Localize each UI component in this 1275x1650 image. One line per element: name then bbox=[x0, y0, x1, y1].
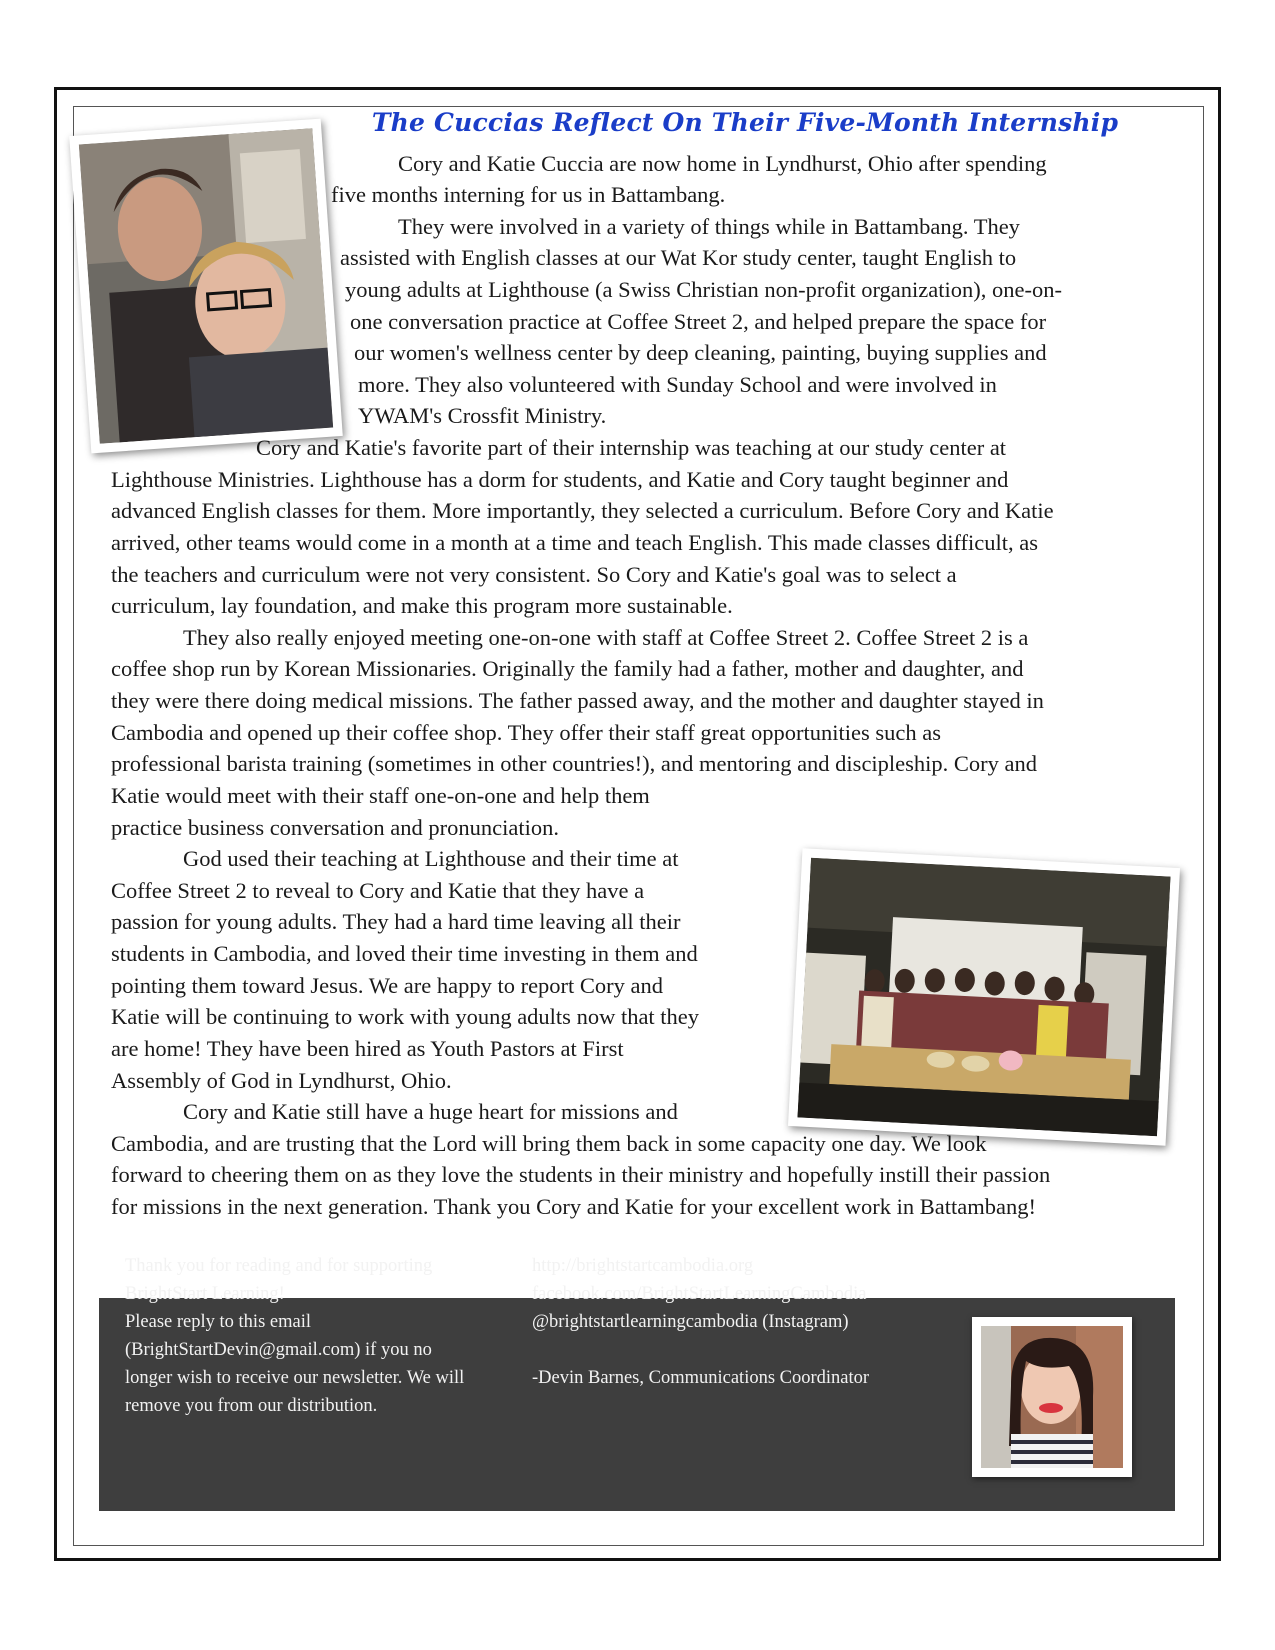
facebook-link[interactable]: facebook.com/BrightStartLearningCambodia bbox=[532, 1284, 867, 1304]
body-line: Lighthouse Ministries. Lighthouse has a dorm for students, and Katie and Cory taught beginner and bbox=[111, 467, 1009, 492]
body-line: the teachers and curriculum were not very consistent. So Cory and Katie's goal was to select a bbox=[111, 562, 957, 587]
body-line: curriculum, lay foundation, and make this program more sustainable. bbox=[111, 593, 733, 618]
footer-thanks-line: remove you from our distribution. bbox=[125, 1396, 378, 1416]
body-line: advanced English classes for them. More importantly, they selected a curriculum. Before Cory and Katie bbox=[111, 498, 1054, 523]
body-line: practice business conversation and pronunciation. bbox=[111, 815, 559, 840]
body-line: YWAM's Crossfit Ministry. bbox=[358, 403, 607, 428]
body-line: Cory and Katie's favorite part of their internship was teaching at our study center at bbox=[256, 435, 1007, 460]
body-line: Cory and Katie Cuccia are now home in Lyndhurst, Ohio after spending bbox=[398, 151, 1047, 176]
body-line: Cory and Katie still have a huge heart for missions and bbox=[183, 1099, 678, 1124]
body-line: our women's wellness center by deep cleaning, painting, buying supplies and bbox=[354, 340, 1047, 365]
body-line: pointing them toward Jesus. We are happy to report Cory and bbox=[111, 973, 664, 998]
footer-thanks-line: BrightStart Learning! bbox=[125, 1284, 285, 1304]
body-line: God used their teaching at Lighthouse and their time at bbox=[183, 846, 679, 871]
body-line: coffee shop run by Korean Missionaries. Originally the family had a father, mother and daughter, and bbox=[111, 656, 1024, 681]
body-line: more. They also volunteered with Sunday School and were involved in bbox=[358, 372, 997, 397]
body-line: Katie would meet with their staff one-on-one and help them bbox=[111, 783, 650, 808]
body-line: passion for young adults. They had a hard time leaving all their bbox=[111, 909, 681, 934]
instagram-link[interactable]: @brightstartlearningcambodia (Instagram) bbox=[532, 1312, 849, 1332]
body-line: Cambodia and opened up their coffee shop. They offer their staff great opportunities such as bbox=[111, 720, 941, 745]
article-title: The Cuccias Reflect On Their Five-Month Internship bbox=[371, 108, 1119, 137]
author-portrait bbox=[972, 1317, 1132, 1477]
classroom-group-photo bbox=[788, 848, 1180, 1145]
body-line: Katie will be continuing to work with young adults now that they bbox=[111, 1004, 700, 1029]
body-line: Assembly of God in Lyndhurst, Ohio. bbox=[111, 1068, 452, 1093]
body-line: for missions in the next generation. Thank you Cory and Katie for your excellent work in Battambang! bbox=[111, 1194, 1036, 1219]
body-line: young adults at Lighthouse (a Swiss Christian non-profit organization), one-on- bbox=[345, 277, 1062, 302]
website-link[interactable]: http://brightstartcambodia.org bbox=[532, 1256, 754, 1276]
body-line: They were involved in a variety of things while in Battambang. They bbox=[398, 214, 1020, 239]
body-line: They also really enjoyed meeting one-on-one with staff at Coffee Street 2. Coffee Street 2 is a bbox=[183, 625, 1029, 650]
body-line: five months interning for us in Battambang. bbox=[331, 182, 726, 207]
body-line: are home! They have been hired as Youth Pastors at First bbox=[111, 1036, 624, 1061]
body-line: arrived, other teams would come in a month at a time and teach English. This made classes difficult, as bbox=[111, 530, 1039, 555]
body-line: they were there doing medical missions. The father passed away, and the mother and daughter stayed in bbox=[111, 688, 1044, 713]
footer-thanks-line: longer wish to receive our newsletter. We will bbox=[125, 1368, 465, 1388]
footer-thanks-line: Please reply to this email bbox=[125, 1312, 311, 1332]
couple-photo bbox=[69, 119, 343, 454]
body-line: forward to cheering them on as they love the students in their ministry and hopefully instill their passion bbox=[111, 1162, 1051, 1187]
footer-thanks-line: Thank you for reading and for supporting bbox=[125, 1256, 433, 1276]
footer-email-line[interactable]: (BrightStartDevin@gmail.com) if you no bbox=[125, 1340, 432, 1360]
body-line: professional barista training (sometimes in other countries!), and mentoring and discipleship. Cory and bbox=[111, 751, 1038, 776]
body-line: Coffee Street 2 to reveal to Cory and Katie that they have a bbox=[111, 878, 645, 903]
body-line: one conversation practice at Coffee Street 2, and helped prepare the space for bbox=[350, 309, 1047, 334]
body-line: students in Cambodia, and loved their time investing in them and bbox=[111, 941, 698, 966]
body-line: assisted with English classes at our Wat Kor study center, taught English to bbox=[340, 245, 1017, 270]
signature: -Devin Barnes, Communications Coordinator bbox=[532, 1368, 870, 1388]
body-line: Cambodia, and are trusting that the Lord will bring them back in some capacity one day. We look bbox=[111, 1131, 987, 1156]
